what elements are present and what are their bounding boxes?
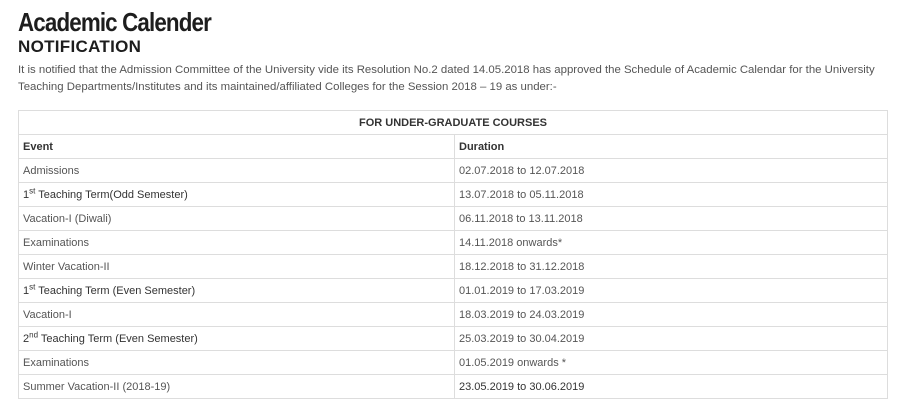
table-header-row — [19, 135, 888, 159]
academic-calendar-table — [18, 110, 888, 399]
event-cell — [19, 279, 455, 303]
event-ordinal-suffix: nd — [29, 329, 39, 339]
event-ordinal: 2 — [23, 332, 30, 345]
event-cell — [19, 303, 455, 327]
event-label: Vacation-I (Diwali) — [23, 212, 112, 225]
event-ordinal-suffix: st — [29, 185, 36, 195]
duration-cell: 01.05.2019 onwards * — [455, 351, 888, 375]
table-row — [19, 159, 888, 183]
table-row — [19, 183, 888, 207]
event-label: Winter Vacation-II — [23, 260, 110, 273]
table-row — [19, 351, 888, 375]
event-label: Admissions — [23, 164, 80, 177]
event-label: Vacation-I — [23, 308, 72, 321]
intro-paragraph: It is notified that the Admission Committee of the University vide its Resolution No.2 dated 14.05.2018 has approved the Schedule of Academic Calendar for the University Teaching Departments/Institutes and its maintained/affiliated Colleges for the Session 2018 – 19 as under:- — [18, 64, 875, 93]
event-cell — [19, 327, 455, 351]
event-cell — [19, 255, 455, 279]
event-cell — [19, 207, 455, 231]
column-header-duration: Duration — [455, 135, 888, 159]
page-title: Academic Calender — [18, 7, 211, 37]
event-cell — [19, 231, 455, 255]
column-header-event: Event — [19, 135, 455, 159]
event-ordinal: 1 — [23, 284, 30, 297]
duration-cell: 06.11.2018 to 13.11.2018 — [455, 207, 888, 231]
duration-cell: 18.03.2019 to 24.03.2019 — [455, 303, 888, 327]
event-cell — [19, 183, 455, 207]
table-row — [19, 303, 888, 327]
event-ordinal: 1 — [23, 188, 30, 201]
duration-cell: 18.12.2018 to 31.12.2018 — [455, 255, 888, 279]
event-label: Examinations — [23, 236, 90, 249]
event-label: Examinations — [23, 356, 90, 369]
event-cell — [19, 351, 455, 375]
table-row — [19, 207, 888, 231]
event-label: Summer Vacation-II (2018-19) — [23, 380, 171, 393]
duration-cell: 01.01.2019 to 17.03.2019 — [455, 279, 888, 303]
table-caption-row — [19, 111, 888, 135]
duration-cell: 02.07.2018 to 12.07.2018 — [455, 159, 888, 183]
event-label: Teaching Term (Even Semester) — [35, 284, 196, 297]
table-row — [19, 231, 888, 255]
event-ordinal-suffix: st — [29, 281, 36, 291]
duration-cell: 13.07.2018 to 05.11.2018 — [455, 183, 888, 207]
event-cell — [19, 375, 455, 399]
table-row — [19, 255, 888, 279]
event-label: Teaching Term (Even Semester) — [38, 332, 198, 345]
table-row — [19, 375, 888, 399]
table-row — [19, 279, 888, 303]
duration-cell: 14.11.2018 onwards* — [455, 231, 888, 255]
event-label: Teaching Term(Odd Semester) — [35, 188, 188, 201]
table-caption: FOR UNDER-GRADUATE COURSES — [19, 111, 888, 135]
duration-cell: 25.03.2019 to 30.04.2019 — [455, 327, 888, 351]
table-row — [19, 327, 888, 351]
duration-cell: 23.05.2019 to 30.06.2019 — [455, 375, 888, 399]
notification-heading: NOTIFICATION — [18, 37, 142, 56]
event-cell — [19, 159, 455, 183]
